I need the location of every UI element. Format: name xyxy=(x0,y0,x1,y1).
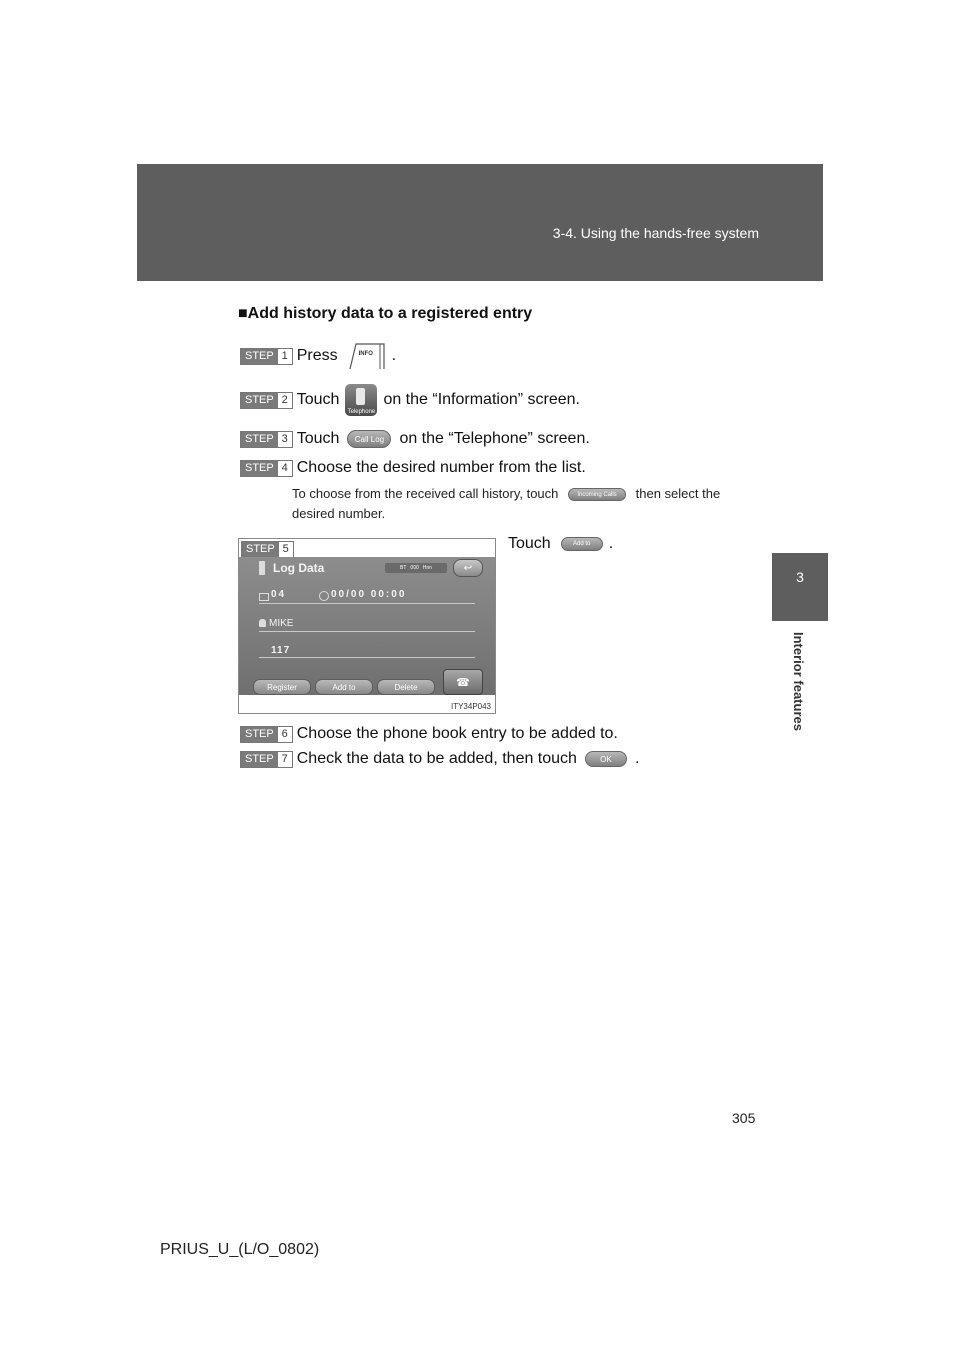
step-badge: STEP 4 xyxy=(240,460,293,477)
step-text-after: . xyxy=(634,750,640,767)
call-timestamp: 00/00 00:00 xyxy=(331,589,407,600)
info-button-icon xyxy=(348,341,386,371)
info-label: INFO xyxy=(358,351,373,357)
add-to-button: Add to xyxy=(315,679,373,695)
add-to-pill: Add to xyxy=(561,537,603,551)
step-badge: STEP 2 xyxy=(240,392,293,409)
chapter-label: Interior features xyxy=(791,632,806,731)
section-title: 3-4. Using the hands-free system xyxy=(552,225,759,241)
hang-up-button xyxy=(443,669,483,695)
telephone-icon: Telephone xyxy=(345,384,377,416)
phone-small-icon xyxy=(259,561,265,575)
chapter-number: 3 xyxy=(796,569,804,585)
step-text: Check the data to be added, then touch xyxy=(296,750,577,767)
step-text: Touch xyxy=(296,391,340,408)
chapter-tab xyxy=(772,553,828,621)
figure-id: ITY34P043 xyxy=(450,702,491,711)
contact-name: MIKE xyxy=(269,618,294,629)
counter-icon xyxy=(259,593,269,601)
step-badge: STEP 5 xyxy=(241,541,294,558)
incoming-calls-button: Incoming Calls xyxy=(568,488,626,501)
step-text: Choose the phone book entry to be added to. xyxy=(296,725,618,742)
note-text: To choose from the received call history, touch Incoming Calls then select the desired number. xyxy=(292,486,721,521)
step-badge: STEP 1 xyxy=(240,348,293,365)
screen-title: Log Data xyxy=(273,561,325,575)
step-text-after: on the “Telephone” screen. xyxy=(399,430,590,447)
step-badge: STEP 6 xyxy=(240,726,293,743)
step-4 xyxy=(240,459,586,477)
ok-button: OK xyxy=(585,751,627,767)
call-count: 04 xyxy=(271,589,287,600)
person-icon xyxy=(259,619,266,627)
step-text-after: . xyxy=(391,347,397,364)
step-badge: STEP 7 xyxy=(240,751,293,768)
delete-button: Delete xyxy=(377,679,435,695)
document-code: PRIUS_U_(L/O_0802) xyxy=(160,1241,320,1258)
step-1 xyxy=(240,341,396,371)
page-number: 305 xyxy=(732,1110,756,1126)
status-icons: BT 000 Hnn xyxy=(385,563,447,573)
step-text-after: on the “Information” screen. xyxy=(383,391,580,408)
back-button xyxy=(453,559,483,577)
step-2 xyxy=(240,384,580,416)
screen-illustration xyxy=(238,538,496,714)
phone-number: 117 xyxy=(271,645,291,656)
step-text: Touch xyxy=(296,430,340,447)
header-band xyxy=(137,164,823,281)
step-3 xyxy=(240,430,590,448)
call-log-button: Call Log xyxy=(347,430,391,448)
step-7 xyxy=(240,750,639,768)
step-6 xyxy=(240,725,618,743)
back-arrow-icon: ↩ xyxy=(463,562,473,574)
step-text: Choose the desired number from the list. xyxy=(296,459,586,476)
step-5-text: Touch Add to . xyxy=(508,535,614,552)
step-text: Press xyxy=(296,347,338,364)
register-button: Register xyxy=(253,679,311,695)
handset-icon: ☎ xyxy=(456,676,470,689)
section-heading: ■Add history data to a registered entry xyxy=(238,305,533,322)
step-badge: STEP 3 xyxy=(240,431,293,448)
clock-icon xyxy=(319,591,329,601)
log-data-screen xyxy=(239,557,495,695)
